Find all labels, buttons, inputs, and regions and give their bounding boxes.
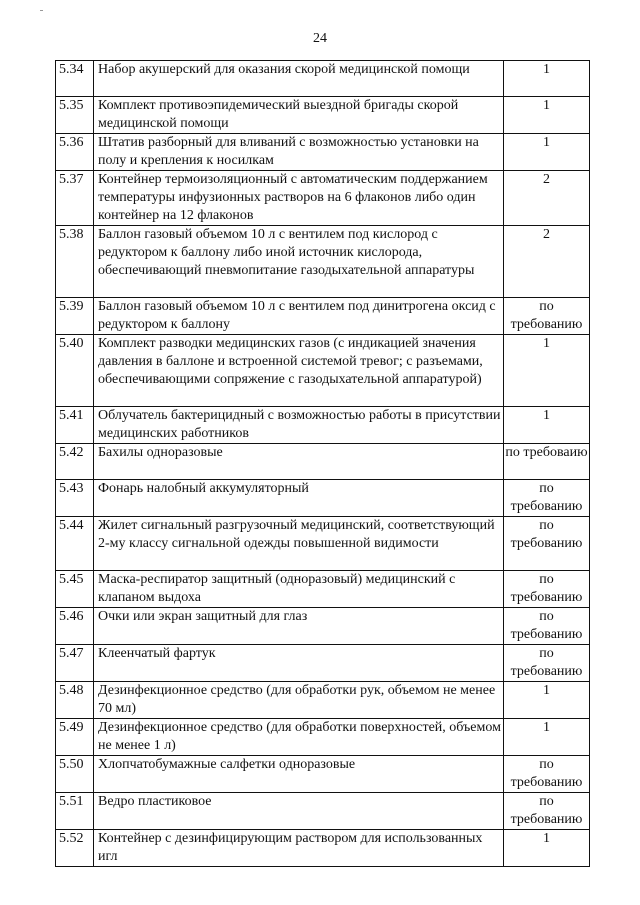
item-description: Маска-респиратор защитный (одноразовый) медицинский с клапаном выдоха (94, 571, 504, 608)
table-row (56, 171, 590, 226)
scan-mark (40, 10, 43, 11)
table-row (56, 571, 590, 608)
item-quantity: по требованию (504, 756, 590, 793)
table-row (56, 444, 590, 480)
item-description: Жилет сигнальный разгрузочный медицинский, соответствующий 2-му классу сигнальной одежды повышенной видимости (94, 517, 504, 571)
item-number: 5.45 (56, 571, 94, 608)
equipment-table (55, 60, 590, 867)
item-description: Комплект противоэпидемический выездной бригады скорой медицинской помощи (94, 97, 504, 134)
table-body (56, 61, 590, 867)
item-quantity: 1 (504, 61, 590, 97)
item-description: Комплект разводки медицинских газов (с индикацией значения давления в баллоне и встроенной системой тревог; с разъемами, обеспечивающими сопряжение с газодыхательной аппаратурой) (94, 335, 504, 407)
item-number: 5.49 (56, 719, 94, 756)
item-quantity: 2 (504, 226, 590, 298)
item-description: Хлопчатобумажные салфетки одноразовые (94, 756, 504, 793)
item-description: Ведро пластиковое (94, 793, 504, 830)
item-number: 5.48 (56, 682, 94, 719)
item-description: Контейнер термоизоляционный с автоматическим поддержанием температуры инфузионных растворов на 6 флаконов либо один контейнер на 12 флаконов (94, 171, 504, 226)
item-number: 5.51 (56, 793, 94, 830)
item-number: 5.39 (56, 298, 94, 335)
table-row (56, 608, 590, 645)
table-row (56, 226, 590, 298)
table-row (56, 645, 590, 682)
table-row (56, 830, 590, 867)
item-number: 5.35 (56, 97, 94, 134)
table-row (56, 793, 590, 830)
page-number: 24 (313, 31, 327, 46)
item-quantity: 1 (504, 407, 590, 444)
table-row (56, 719, 590, 756)
item-description: Штатив разборный для вливаний с возможностью установки на полу и крепления к носилкам (94, 134, 504, 171)
item-number: 5.46 (56, 608, 94, 645)
item-number: 5.43 (56, 480, 94, 517)
item-quantity: 1 (504, 134, 590, 171)
item-number: 5.52 (56, 830, 94, 867)
item-quantity: по требованию (504, 608, 590, 645)
table-row (56, 682, 590, 719)
item-description: Набор акушерский для оказания скорой медицинской помощи (94, 61, 504, 97)
item-quantity: 1 (504, 719, 590, 756)
table-row (56, 61, 590, 97)
table-row (56, 480, 590, 517)
item-quantity: по требоваию (504, 444, 590, 480)
item-description: Очки или экран защитный для глаз (94, 608, 504, 645)
item-number: 5.38 (56, 226, 94, 298)
item-number: 5.34 (56, 61, 94, 97)
item-number: 5.40 (56, 335, 94, 407)
table-row (56, 407, 590, 444)
item-number: 5.42 (56, 444, 94, 480)
item-description: Клеенчатый фартук (94, 645, 504, 682)
item-number: 5.47 (56, 645, 94, 682)
item-description: Дезинфекционное средство (для обработки рук, объемом не менее 70 мл) (94, 682, 504, 719)
item-quantity: по требованию (504, 793, 590, 830)
table-row (56, 335, 590, 407)
item-description: Баллон газовый объемом 10 л с вентилем под динитрогена оксид с редуктором к баллону (94, 298, 504, 335)
item-description: Фонарь налобный аккумуляторный (94, 480, 504, 517)
item-number: 5.41 (56, 407, 94, 444)
item-number: 5.37 (56, 171, 94, 226)
item-quantity: по требованию (504, 571, 590, 608)
item-quantity: 1 (504, 682, 590, 719)
item-description: Контейнер с дезинфицирующим раствором для использованных игл (94, 830, 504, 867)
item-quantity: по требованию (504, 645, 590, 682)
item-quantity: 1 (504, 335, 590, 407)
item-number: 5.50 (56, 756, 94, 793)
item-quantity: по требованию (504, 517, 590, 571)
item-quantity: 2 (504, 171, 590, 226)
item-description: Дезинфекционное средство (для обработки поверхностей, объемом не менее 1 л) (94, 719, 504, 756)
item-description: Бахилы одноразовые (94, 444, 504, 480)
table-row (56, 298, 590, 335)
table-row (56, 756, 590, 793)
item-quantity: по требованию (504, 298, 590, 335)
item-quantity: 1 (504, 97, 590, 134)
item-description: Облучатель бактерицидный с возможностью работы в присутствии медицинских работников (94, 407, 504, 444)
table-row (56, 97, 590, 134)
item-number: 5.44 (56, 517, 94, 571)
item-quantity: 1 (504, 830, 590, 867)
item-number: 5.36 (56, 134, 94, 171)
item-quantity: по требованию (504, 480, 590, 517)
table-row (56, 517, 590, 571)
item-description: Баллон газовый объемом 10 л с вентилем под кислород с редуктором к баллону либо иной источник кислорода, обеспечивающий пневмопитание газодыхательной аппаратуры (94, 226, 504, 298)
table-row (56, 134, 590, 171)
